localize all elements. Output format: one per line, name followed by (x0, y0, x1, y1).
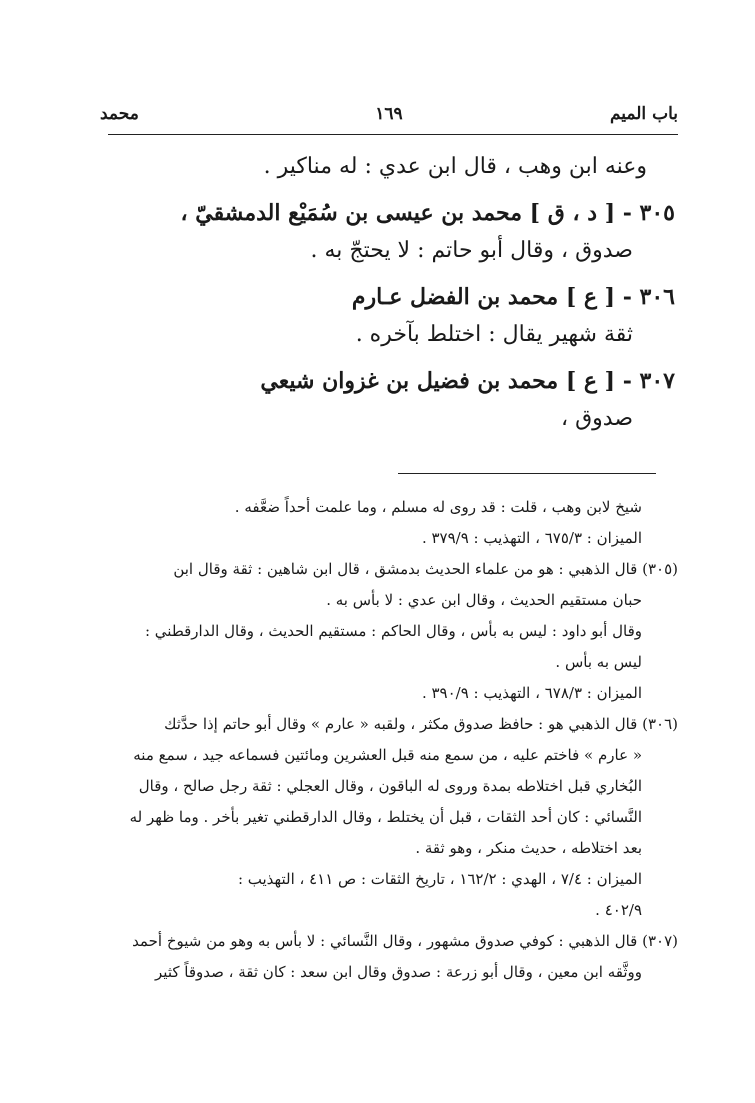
footnote-line: البُخاري قبل اختلاطه بمدة وروى له الباقون ، وقال العجلي : ثقة رجل صالح ، وقال (138, 777, 642, 795)
entry-heading: ٣٠٥ - [ د ، ق ] محمد بن عيسى بن سُمَيْع الدمشقيّ ، (180, 200, 675, 226)
footnote-rule (398, 473, 656, 474)
entry-307 (145, 362, 675, 438)
footnote-line: النَّسائي : كان أحد الثقات ، قبل أن يختلط ، وقال الدارقطني تغير بأخر . وما ظهر له (129, 808, 642, 826)
footnote-line: (٣٠٦) قال الذهبي هو : حافظ صدوق مكثر ، ولقبه « عارم » وقال أبو حاتم إذا حدَّثك (164, 715, 678, 733)
page-number: ١٦٩ (375, 104, 403, 124)
page-header (100, 104, 678, 134)
footnote-line: (٣٠٥) قال الذهبي : هو من علماء الحديث بدمشق ، قال ابن شاهين : ثقة وقال ابن (173, 560, 678, 578)
footnote-line: الميزان : ٦٧٨/٣ ، التهذيب : ٣٩٠/٩ . (421, 684, 642, 702)
footnote-line: ليس به بأس . (555, 653, 642, 671)
chapter-title: باب الميم (609, 104, 678, 124)
footnote-line: ٤٠٢/٩ . (595, 901, 642, 919)
footnote-line: « عارم » فاختم عليه ، من سمع منه قبل العشرين ومائتين فسماعه جيد ، سمع منه (133, 746, 642, 764)
entry-306 (145, 278, 675, 354)
footnote-line: شيخ لابن وهب ، قلت : قد روى له مسلم ، وما علمت أحداً ضعَّفه . (234, 498, 642, 516)
footnote-line: حبان مستقيم الحديث ، وقال ابن عدي : لا بأس به . (326, 591, 642, 609)
entry-heading: ٣٠٦ - [ ع ] محمد بن الفضل عـارم (351, 284, 675, 310)
running-head: محمد (100, 104, 139, 124)
continuation-line: وعنه ابن وهب ، قال ابن عدي : له مناكير . (263, 154, 647, 179)
entry-heading: ٣٠٧ - [ ع ] محمد بن فضيل بن غزوان شيعي (260, 368, 675, 394)
main-text (145, 148, 675, 438)
footnotes (78, 492, 678, 988)
footnote-line: الميزان : ٧/٤ ، الهدي : ١٦٢/٢ ، تاريخ الثقات : ص ٤١١ ، التهذيب : (237, 870, 642, 888)
footnote-line: الميزان : ٦٧٥/٣ ، التهذيب : ٣٧٩/٩ . (421, 529, 642, 547)
footnote-line: بعد اختلاطه ، حديث منكر ، وهو ثقة . (415, 839, 642, 857)
footnote-line: (٣٠٧) قال الذهبي : كوفي صدوق مشهور ، وقال النَّسائي : لا بأس به وهو من شيوخ أحمد (132, 932, 678, 950)
entry-verdict: صدوق ، وقال أبو حاتم : لا يحتجّ به . (310, 238, 633, 263)
header-rule (108, 134, 678, 135)
footnote-line: وقال أبو داود : ليس به بأس ، وقال الحاكم : مستقيم الحديث ، وقال الدارقطني : (144, 622, 642, 640)
entry-verdict: صدوق ، (560, 406, 633, 431)
footnote-line: ووثَّقه ابن معين ، وقال أبو زرعة : صدوق وقال ابن سعد : كان ثقة ، صدوقاً كثير (155, 963, 642, 981)
entry-verdict: ثقة شهير يقال : اختلط بآخره . (355, 322, 633, 347)
entry-305 (145, 194, 675, 270)
